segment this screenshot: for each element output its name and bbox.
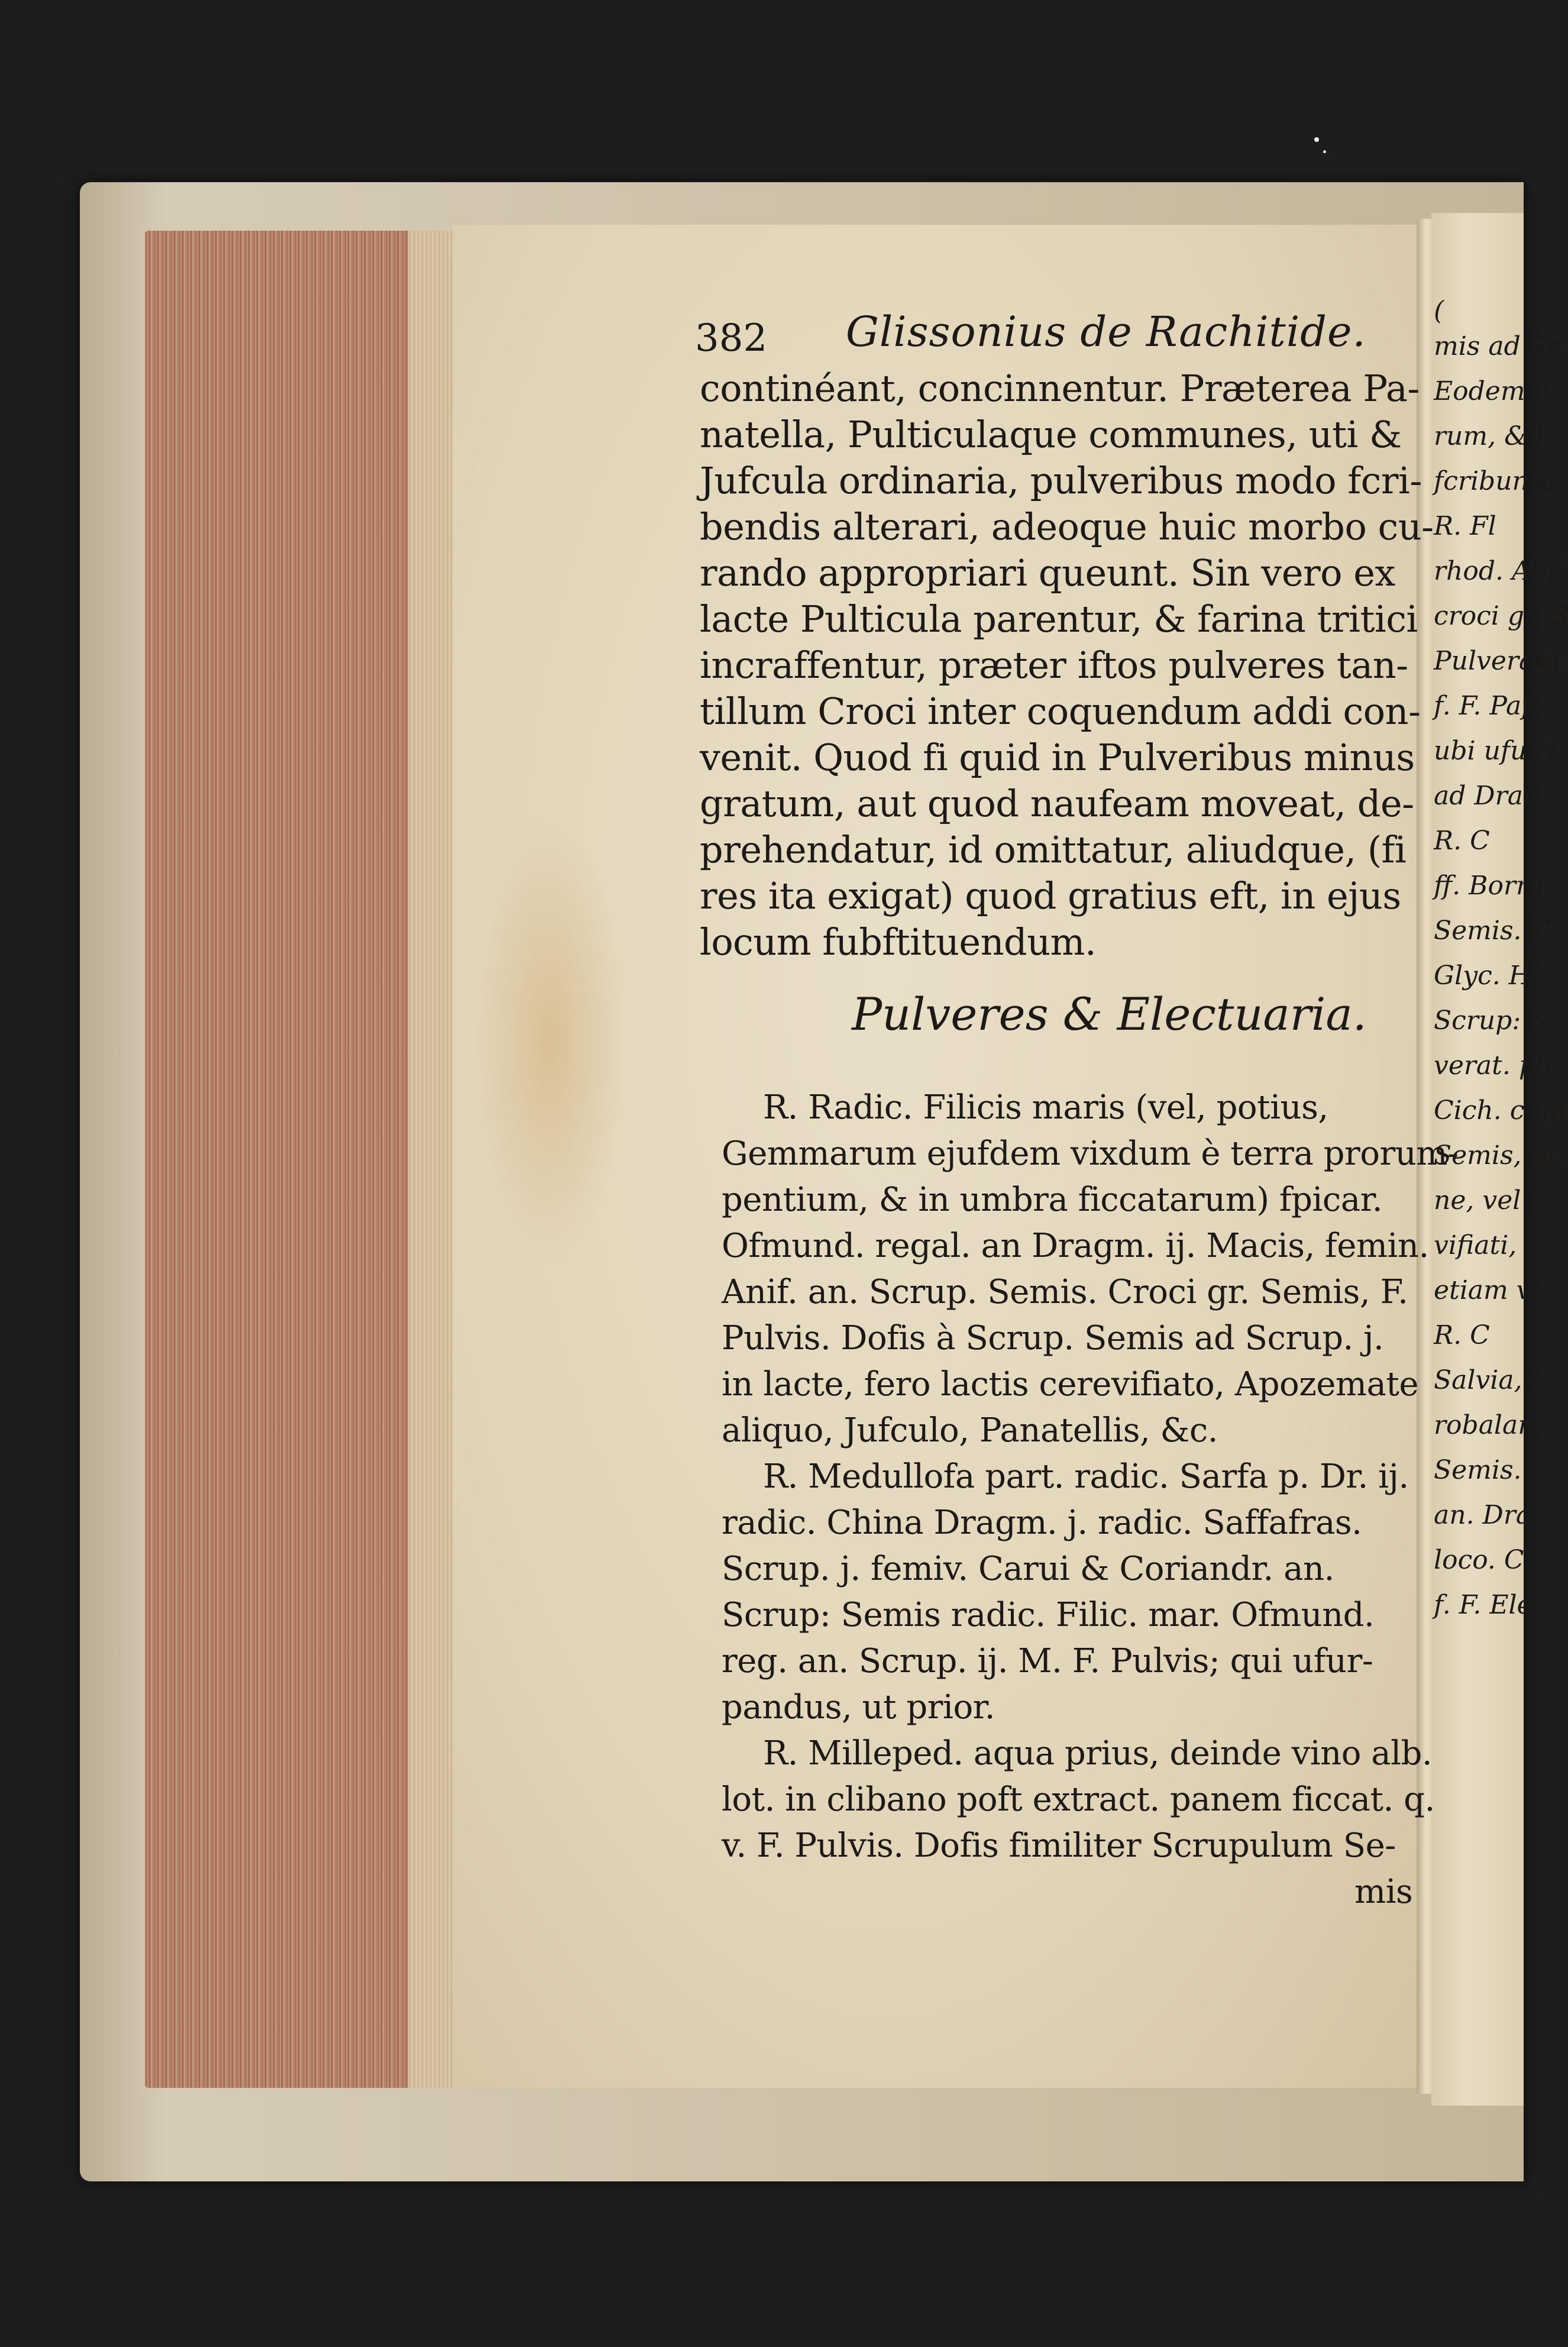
- right-page-fragment: R. Fl: [1434, 511, 1496, 541]
- right-page-fragment: R. C: [1434, 826, 1490, 856]
- body-line: tillum Croci inter coquendum addi con-: [700, 690, 1421, 733]
- body-line: gratum, aut quod naufeam moveat, de-: [700, 782, 1414, 825]
- right-page-fragment: Pulverata: [1434, 646, 1561, 676]
- right-page-fragment: R. C: [1434, 1320, 1490, 1350]
- body-line: continéant, concinnentur. Præterea Pa-: [700, 367, 1420, 410]
- dust-speck: [1314, 137, 1319, 142]
- running-head: Glissonius de Rachitide.: [846, 308, 1366, 356]
- right-page-fragment: an. Dra: [1434, 1500, 1532, 1530]
- body-line: locum fubftituendum.: [700, 920, 1097, 964]
- recipe-line: radic. China Dragm. j. radic. Saffafras.: [722, 1504, 1362, 1542]
- right-page-fragment: croci gr. S: [1434, 601, 1568, 631]
- recipe-line: Gemmarum ejufdem vixdum è terra prorum-: [722, 1134, 1459, 1173]
- right-page-fragment: etiam vi: [1434, 1275, 1540, 1305]
- right-page-fragment: ad Drag: [1434, 781, 1540, 811]
- right-page-fragment: verat. pu: [1434, 1050, 1553, 1081]
- section-heading: Pulveres & Electuaria.: [852, 988, 1367, 1040]
- recipe-line: Anif. an. Scrup. Semis. Croci gr. Semis, F.: [722, 1273, 1408, 1311]
- recipe-line: aliquo, Jufculo, Panatellis, &c.: [722, 1411, 1218, 1450]
- right-page-fragment: Salvia, (: [1434, 1365, 1541, 1395]
- right-page-fragment: robalan.: [1434, 1410, 1543, 1440]
- recipe-line: pandus, ut prior.: [722, 1688, 995, 1727]
- recipe-line: lot. in clibano poft extract. panem ficcat. q.: [722, 1780, 1435, 1819]
- body-line: lacte Pulticula parentur, & farina tritici: [700, 597, 1418, 641]
- right-page-fragment: Semis. C: [1434, 916, 1550, 946]
- recipe-line: mis: [1354, 1873, 1413, 1911]
- right-page-fragment: Eodem r: [1434, 376, 1546, 406]
- body-line: venit. Quod fi quid in Pulveribus minus: [700, 736, 1415, 779]
- body-line: prehendatur, id omittatur, aliudque, (fi: [700, 828, 1407, 871]
- page-number: 382: [695, 316, 768, 360]
- right-page-fragment: Semis, Sc: [1434, 1140, 1563, 1171]
- right-page-fragment: f. F. Paft: [1434, 691, 1542, 721]
- recipe-line: in lacte, fero lactis cerevifiato, Apozemate: [722, 1365, 1419, 1404]
- right-page-fragment: Semis.: [1434, 1455, 1522, 1485]
- right-page-fragment: rhod. Abf: [1434, 556, 1557, 586]
- body-line: rando appropriari queunt. Sin vero ex: [700, 551, 1395, 594]
- right-page-fragment: mis ad Sc: [1434, 331, 1561, 361]
- right-page-fragment: ubi ufus f: [1434, 736, 1559, 766]
- water-stain: [473, 816, 627, 1266]
- right-page-fragment: ne, vel f: [1434, 1185, 1539, 1215]
- recipe-line: R. Medullofa part. radic. Sarfa p. Dr. ij.: [763, 1457, 1409, 1496]
- page-block-edge: [145, 231, 452, 2088]
- right-page-fragment: loco. C: [1434, 1545, 1524, 1575]
- body-line: res ita exigat) quod gratius eft, in ejus: [700, 874, 1401, 917]
- body-line: Jufcula ordinaria, pulveribus modo fcri-: [700, 459, 1422, 502]
- recipe-line: Ofmund. regal. an Dragm. ij. Macis, femin.: [722, 1227, 1429, 1265]
- dust-speck: [1323, 150, 1326, 153]
- body-line: incraffentur, præter iftos pulveres tan-: [700, 644, 1408, 687]
- right-page-fragment: f. F. Ele: [1434, 1590, 1533, 1620]
- page-block-shade: [408, 231, 452, 2088]
- right-page-fragment: fcribuntu: [1434, 466, 1556, 496]
- recipe-line: R. Radic. Filicis maris (vel, potius,: [763, 1088, 1328, 1127]
- right-page-fragment: Scrup: S: [1434, 1006, 1547, 1036]
- right-page-fragment: ff. Borra: [1434, 871, 1544, 901]
- recipe-line: Pulvis. Dofis à Scrup. Semis ad Scrup. j.: [722, 1319, 1384, 1357]
- recipe-line: v. F. Pulvis. Dofis fimiliter Scrupulum Se-: [722, 1826, 1396, 1865]
- right-page-fragment: rum, & l: [1434, 421, 1544, 451]
- recipe-line: reg. an. Scrup. ij. M. F. Pulvis; qui ufur-: [722, 1642, 1373, 1680]
- recipe-line: R. Milleped. aqua prius, deinde vino alb.: [763, 1734, 1433, 1773]
- right-page-fragment: vifiati,: [1434, 1230, 1517, 1260]
- right-page-fragment: Glyc. Hi: [1434, 961, 1540, 991]
- right-page-fragment: (: [1434, 296, 1444, 326]
- right-page-fragment: Cich. cum: [1434, 1095, 1566, 1126]
- body-line: natella, Pulticulaque communes, uti &: [700, 413, 1402, 456]
- recipe-line: Scrup: Semis radic. Filic. mar. Ofmund.: [722, 1596, 1375, 1634]
- recipe-line: Scrup. j. femiv. Carui & Coriandr. an.: [722, 1550, 1334, 1588]
- recipe-line: pentium, & in umbra ficcatarum) fpicar.: [722, 1181, 1383, 1219]
- body-line: bendis alterari, adeoque huic morbo cu-: [700, 505, 1434, 548]
